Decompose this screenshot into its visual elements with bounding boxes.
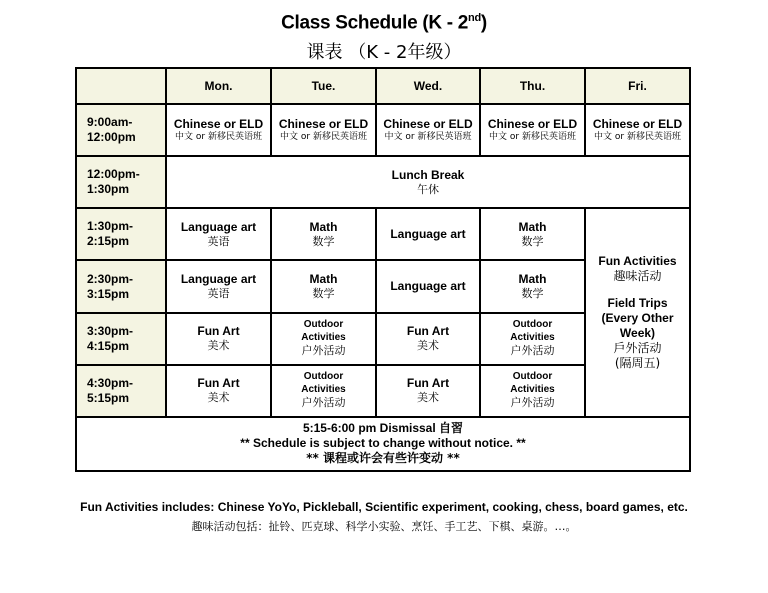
table-row bbox=[76, 156, 690, 208]
footer-row bbox=[76, 417, 690, 471]
cell-mon-fun-art-2: Fun Art 美术 bbox=[166, 365, 271, 417]
cell-tue-chinese: Chinese or ELD 中文 or 新移民英语班 bbox=[271, 104, 376, 156]
day-header-mon: Mon. bbox=[166, 68, 271, 104]
cell-thu-math: Math 数学 bbox=[480, 208, 585, 260]
cell-tue-outdoor: Outdoor Activities 户外活动 bbox=[271, 313, 376, 365]
cell-thu-chinese: Chinese or ELD 中文 or 新移民英语班 bbox=[480, 104, 585, 156]
cell-tue-math: Math 数学 bbox=[271, 208, 376, 260]
cell-fri-chinese: Chinese or ELD 中文 or 新移民英语班 bbox=[585, 104, 690, 156]
page-subtitle: 课表 （K - 2年级） bbox=[306, 42, 462, 63]
cell-thu-outdoor: Outdoor Activities 户外活动 bbox=[480, 313, 585, 365]
title-end: ) bbox=[480, 12, 487, 34]
day-header-wed: Wed. bbox=[376, 68, 480, 104]
time-slot-2: 12:00pm- 1:30pm bbox=[76, 156, 166, 208]
time-slot-4: 2:30pm- 3:15pm bbox=[76, 260, 166, 312]
cell-mon-language-art: Language art 英语 bbox=[166, 208, 271, 260]
cell-tue-outdoor-2: Outdoor Activities 户外活动 bbox=[271, 365, 376, 417]
header-row bbox=[76, 68, 690, 104]
note-english: Fun Activities includes: Chinese YoYo, Pickleball, Scientific experiment, cooking, chess, board games, etc. bbox=[80, 500, 688, 514]
cell-wed-language-art-2: Language art bbox=[376, 260, 480, 312]
cell-mon-fun-art: Fun Art 美术 bbox=[166, 313, 271, 365]
cell-mon-chinese: Chinese or ELD 中文 or 新移民英语班 bbox=[166, 104, 271, 156]
notice-text: ** Schedule is subject to change without notice. ** bbox=[240, 436, 526, 451]
day-header-fri: Fri. bbox=[585, 68, 690, 104]
time-slot-6: 4:30pm- 5:15pm bbox=[76, 365, 166, 417]
header-corner bbox=[76, 68, 166, 104]
cell-thu-outdoor-2: Outdoor Activities 户外活动 bbox=[480, 365, 585, 417]
day-header-tue: Tue. bbox=[271, 68, 376, 104]
time-slot-5: 3:30pm- 4:15pm bbox=[76, 313, 166, 365]
table-row bbox=[76, 208, 690, 260]
title-text: Class Schedule (K - 2 bbox=[281, 12, 469, 34]
friday-activities-cell: Fun Activities 趣味活动 Field Trips (Every Other Week) 戶外活动 (隔周五) bbox=[585, 208, 690, 417]
title-superscript: nd bbox=[468, 12, 481, 24]
day-header-thu: Thu. bbox=[480, 68, 585, 104]
table-row bbox=[76, 104, 690, 156]
cell-wed-fun-art-2: Fun Art 美术 bbox=[376, 365, 480, 417]
cell-wed-language-art: Language art bbox=[376, 208, 480, 260]
dismissal-cell bbox=[76, 417, 690, 471]
page-title bbox=[0, 12, 768, 34]
time-slot-3: 1:30pm- 2:15pm bbox=[76, 208, 166, 260]
notice-text-zh: ** 课程或许会有些许变动 ** bbox=[306, 451, 460, 466]
cell-mon-language-art-2: Language art 英语 bbox=[166, 260, 271, 312]
schedule-table bbox=[75, 67, 691, 472]
cell-wed-chinese: Chinese or ELD 中文 or 新移民英语班 bbox=[376, 104, 480, 156]
cell-wed-fun-art: Fun Art 美术 bbox=[376, 313, 480, 365]
cell-thu-math-2: Math 数学 bbox=[480, 260, 585, 312]
dismissal-text: 5:15-6:00 pm Dismissal 自習 bbox=[302, 421, 464, 436]
note-chinese: 趣味活动包括：扯铃、匹克球、科学小实验、烹饪、手工艺、下棋、桌游。…。 bbox=[191, 520, 577, 533]
cell-tue-math-2: Math 数学 bbox=[271, 260, 376, 312]
lunch-break-cell: Lunch Break 午休 bbox=[166, 156, 690, 208]
fun-activities-note bbox=[0, 500, 768, 534]
time-slot-1: 9:00am- 12:00pm bbox=[76, 104, 166, 156]
